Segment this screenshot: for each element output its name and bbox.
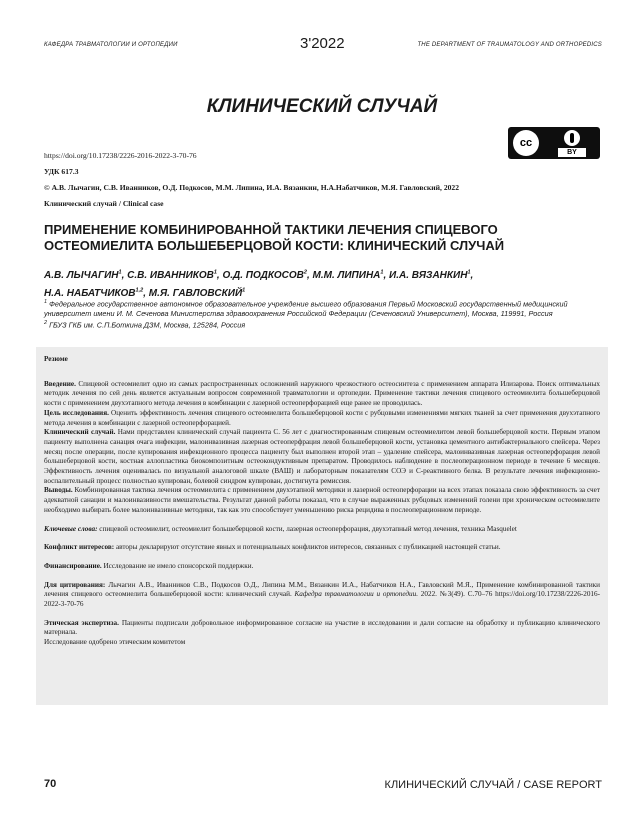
- doi-link[interactable]: https://doi.org/10.17238/2226-2016-2022-3-70-76: [44, 151, 197, 160]
- running-footer: КЛИНИЧЕСКИЙ СЛУЧАЙ / CASE REPORT: [384, 779, 602, 791]
- citation: Для цитирования: Лычагин А.В., Иванников С.В., Подкосов О.Д., Липина М.М., Вязанкин И.А., Набатчиков Н.А., Гавловский М.Я., Применение комбинированной тактики лечения спицевого остеомиелита большеберцовой кости: клинический случай. Кафедра травматологии и ортопедии. 2022. №3(49). С.70–76 https://doi.org/10.17238/2226-2016-2022-3-70-76: [44, 580, 601, 609]
- attribution-person-icon: [564, 130, 580, 146]
- author-name: Н.А. НАБАТЧИКОВ$^{1,2}$,: [44, 287, 149, 299]
- affiliation-1: $^1$ Федеральное государственное автономное образовательное учреждение высшего образования Первый Московский государственный медицинский университет имени И. М. Сеченова Министерства здравоохранения Российской Федерации (Сеченовский Университет), Москва, 119991, Россия: [44, 299, 568, 319]
- abstract-introduction: Введение. Спицевой остеомиелит одно из самых распространенных осложнений наружного чрезкостного остеосинтеза с применением аппарата Илизарова. Поиск оптимальных методик лечения по сей день является актуальным вопросом современной травматологии и ортопедии. Применение тактики лечения спицевого остеомиелита большеберцовой кости с применением двухэтапного метода лечения в комбинации с лазерной остеоперфорацией еще ранее не проводилась.: [44, 379, 600, 408]
- cc-by-license-badge[interactable]: [508, 127, 600, 159]
- affiliations: [44, 298, 610, 330]
- abstract-box: [36, 347, 608, 705]
- conflict-of-interest: Конфликт интересов: авторы декларируют отсутствие явных и потенциальных конфликтов интересов, связанных с публикацией настоящей статьи.: [44, 543, 501, 552]
- ethics-committee: Исследование одобрено этическим комитетом: [44, 638, 186, 647]
- author-name: И.А. ВЯЗАНКИН$^1$,: [389, 270, 474, 282]
- author-name: О.Д. ПОДКОСОВ$^2$,: [222, 270, 313, 282]
- running-header-left: КАФЕДРА ТРАВМАТОЛОГИИ И ОРТОПЕДИИ: [44, 42, 178, 48]
- article-type: Клинический случай / Clinical case: [44, 199, 164, 208]
- funding: Финансирование. Исследование не имело спонсорской поддержки.: [44, 561, 254, 570]
- license-by-label: BY: [558, 148, 586, 157]
- section-title: КЛИНИЧЕСКИЙ СЛУЧАЙ: [206, 96, 438, 117]
- abstract-case: Клинический случай. Нами представлен клинический случай пациента С. 56 лет с диагностированным спицевым остеомиелитом левой большеберцовой кости. Первым этапом пациенту выполнена санация очага инфекции, малоинвазивная лазерная остеоперфрация левой большеберцовой кости, установка цементного антибактериального спейсера. Через месяц после операции, после купирования инфекционного процесса пациенту был выполнен второй этап – удаление спейсера, малоинвазивная лазерная остеоперфорация левой большеберцовой кости, костная аллопластика биокомпозитным остеокондуктивным препаратом. Проводилось наблюдение в послеоперационном периоде в течение 6 месяцев. Эффективность лечения оценивалась по визуальной аналоговой шкале (ВАШ) и лабораторным показателям СОЭ и С-реактивного белка. В результате лечения инфекционно-воспалительный процесс полностью купирован, болевой синдром купирован, достигнута ремиссия.: [44, 428, 600, 485]
- keywords: Ключевые слова: спицевой остеомиелит, остеомиелит большеберцовой кости, лазерная остеоперфорация, двухэтапный метод лечения, техника Masquelet: [44, 524, 517, 533]
- affiliation-2: $^2$ ГБУЗ ГКБ им. С.П.Боткина ДЗМ, Москва, 125284, Россия: [44, 319, 246, 330]
- issue-number: 3'2022: [300, 35, 345, 52]
- ethics-review: Этическая экспертиза. Пациенты подписали добровольное информированное согласие на участие в исследовании и дали согласие на обработку и публикацию клинического материала.: [44, 618, 600, 637]
- author-name: А.В. ЛЫЧАГИН$^1$,: [44, 270, 128, 282]
- article-title: ПРИМЕНЕНИЕ КОМБИНИРОВАННОЙ ТАКТИКИ ЛЕЧЕНИЯ СПИЦЕВОГО ОСТЕОМИЕЛИТА БОЛЬШЕБЕРЦОВОЙ КОСТИ: КЛИНИЧЕСКИЙ СЛУЧАЙ: [44, 222, 505, 253]
- abstract-goal: Цель исследования. Оценить эффективность лечения спицевого остеомиелита большеберцовой кости с рубцовыми изменениями мягких тканей за счет применения двухэтапного метода лечения в комбинации с лазерной остеоперфорацией.: [44, 408, 600, 427]
- author-name: М.М. ЛИПИНА$^1$,: [312, 270, 390, 282]
- page-number: 70: [44, 778, 57, 790]
- author-name: С.В. ИВАННИКОВ$^1$,: [127, 270, 223, 282]
- author-list: [44, 266, 584, 301]
- abstract-conclusions: Выводы. Комбинированная тактика лечения остеомиелита с применением двухэтапной методики и лазерной остеоперфорации на всех этапах показала свою эффективность за счет адекватной санации и малоинвазивности вмешательства. Результат данной работы показал, что в случае выраженных рубцовых изменений голени при хроническом остеомиелите необходимо выбирать более малоинвазивные методики, так как это способствует уменьшению риска рецидива в послеоперационном периоде.: [44, 486, 600, 514]
- udk-code: УДК 617.3: [44, 167, 79, 176]
- copyright-line: © А.В. Лычагин, С.В. Иванников, О.Д. Подкосов, М.М. Липина, И.А. Вязанкин, Н.А.Набатчиков, М.Я. Гавловский, 2022: [44, 183, 460, 192]
- running-header-right: THE DEPARTMENT OF TRAUMATOLOGY AND ORTHOPEDICS: [417, 42, 602, 48]
- creative-commons-icon: cc: [513, 130, 539, 156]
- abstract-heading: Резюме: [44, 355, 68, 363]
- author-name: М.Я. ГАВЛОВСКИЙ$^1$: [148, 287, 246, 299]
